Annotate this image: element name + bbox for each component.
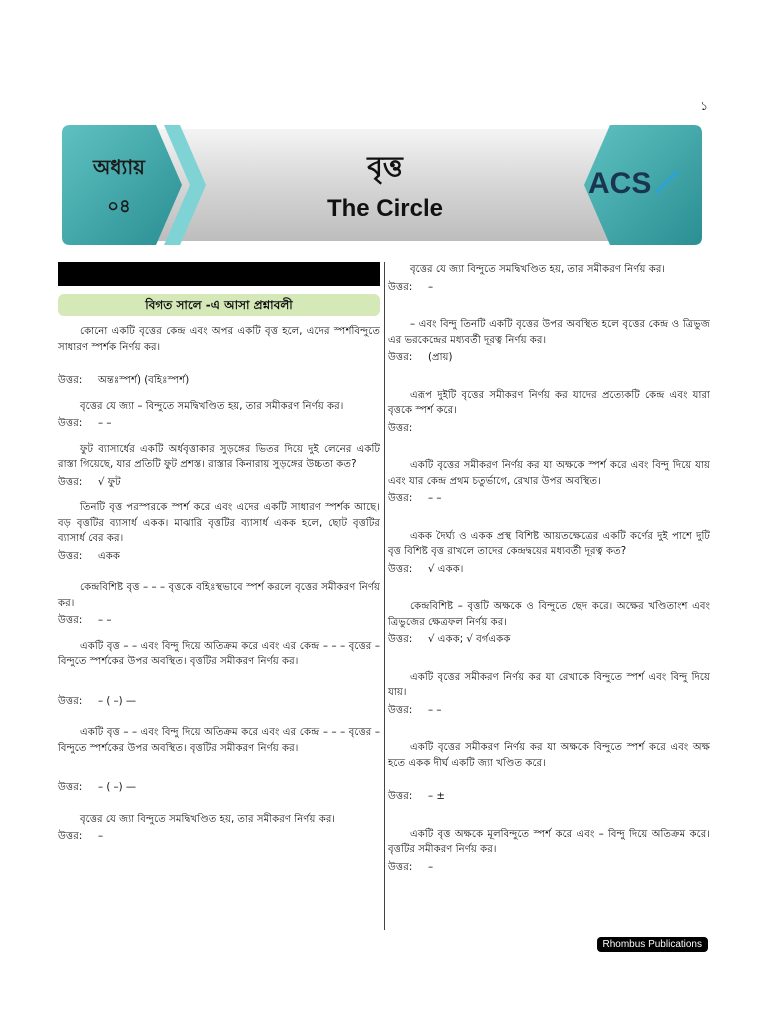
answer-value: – ( –) — bbox=[98, 695, 137, 707]
answer-value: √ একক। bbox=[428, 563, 464, 575]
answer bbox=[58, 694, 380, 710]
question-text: একটি বৃত্তের সমীকরণ নির্ণয় কর যা রেখাকে বিন্দুতে স্পর্শ এবং বিন্দু দিয়ে যায়। bbox=[388, 671, 710, 698]
answer-value: একক bbox=[98, 550, 121, 562]
chapter-number: ০৪ bbox=[107, 196, 131, 217]
answer-value: – – bbox=[98, 418, 112, 429]
question-text: বৃত্তের যে জ্যা – বিন্দুতে সমদ্বিখণ্ডিত হয়, তার সমীকরণ নির্ণয় কর। bbox=[80, 400, 344, 412]
right-column bbox=[388, 262, 710, 875]
publisher-badge: Rhombus Publications bbox=[597, 937, 709, 952]
answer bbox=[58, 780, 380, 796]
answer-value: – ( –) — bbox=[98, 782, 137, 793]
answer-value: – bbox=[428, 861, 434, 873]
answer bbox=[388, 280, 710, 296]
answer bbox=[58, 829, 380, 845]
answer bbox=[388, 860, 710, 876]
answer-value: √ একক; √ বর্গএকক bbox=[428, 634, 511, 645]
answer-label: উত্তর: bbox=[58, 550, 83, 562]
question-text: একটি বৃত্ত – – এবং বিন্দু দিয়ে অতিক্রম করে এবং এর কেন্দ্র – – – বৃত্তের – বিন্দুতে স্পর্শকের উপর অবস্থিত। বৃত্তটির সমীকরণ নির্ণয় কর। bbox=[58, 640, 380, 667]
question-text: একক দৈর্ঘ্য ও একক প্রস্থ বিশিষ্ট আয়তক্ষেত্রের একটি কর্ণের দুই পাশে দুটি বৃত্ত বিশিষ্ট বৃত্ত রাখলে তাদের কেন্দ্রদ্বয়ের মধ্যবর্তী দূরত্ব কত? bbox=[388, 530, 710, 557]
answer bbox=[388, 421, 710, 437]
section-banner: বিগত সালে -এ আসা প্রশ্নাবলী bbox=[58, 294, 380, 316]
answer bbox=[388, 491, 710, 507]
question-text: কেন্দ্রবিশিষ্ট বৃত্ত – – – বৃত্তকে বহিঃস্থভাবে স্পর্শ করলে বৃত্তের সমীকরণ নির্ণয় কর। bbox=[58, 582, 380, 609]
question-text: ফুট ব্যাসার্ধের একটি অর্ধবৃত্তাকার সুড়ঙ্গের ভিতর দিয়ে দুই লেনের একটি রাস্তা গিয়েছে, যার প্রতিটি ফুট প্রশস্ত। রাস্তার কিনারায় সুড়ঙ্গের উচ্চতা কত? bbox=[58, 443, 380, 470]
answer bbox=[388, 789, 710, 805]
question-text: বৃত্তের যে জ্যা বিন্দুতে সমদ্বিখণ্ডিত হয়, তার সমীকরণ নির্ণয় কর। bbox=[410, 264, 666, 275]
answer bbox=[58, 416, 380, 432]
answer-label: উত্তর: bbox=[58, 782, 83, 793]
acs-logo bbox=[586, 163, 682, 203]
column-divider bbox=[384, 262, 385, 930]
answer bbox=[388, 562, 710, 578]
question-text: একটি বৃত্ত – – এবং বিন্দু দিয়ে অতিক্রম করে এবং এর কেন্দ্র – – – বৃত্তের – বিন্দুতে স্পর্শকের উপর অবস্থিত। বৃত্তটির সমীকরণ নির্ণয় কর। bbox=[58, 727, 380, 754]
answer-value: – bbox=[98, 831, 104, 842]
answer-label: উত্তর: bbox=[388, 422, 413, 434]
answer-value: – ± bbox=[428, 791, 445, 802]
answer-label: উত্তর: bbox=[388, 563, 413, 575]
answer-value: – – bbox=[428, 493, 442, 504]
answer bbox=[58, 475, 380, 491]
answer-label: উত্তর: bbox=[58, 418, 83, 429]
answer-label: উত্তর: bbox=[58, 695, 83, 707]
answer-label: উত্তর: bbox=[58, 476, 83, 488]
answer-label: উত্তর: bbox=[388, 791, 413, 802]
svg-text:ACS: ACS bbox=[588, 167, 652, 200]
answer-value: – – bbox=[98, 615, 112, 626]
answer-value: – bbox=[428, 281, 434, 293]
question-text: বৃত্তের যে জ্যা বিন্দুতে সমদ্বিখণ্ডিত হয়, তার সমীকরণ নির্ণয় কর। bbox=[80, 813, 336, 825]
answer bbox=[388, 350, 710, 366]
answer-label: উত্তর: bbox=[58, 375, 83, 386]
answer-value: √ ফুট bbox=[98, 476, 121, 488]
answer bbox=[58, 373, 380, 389]
chapter-word: অধ্যায় bbox=[93, 155, 145, 179]
answer-label: উত্তর: bbox=[388, 634, 413, 645]
answer-label: উত্তর: bbox=[388, 704, 413, 716]
question-text: কোনো একটি বৃত্তের কেন্দ্র এবং অপর একটি বৃত্ত হলে, এদের স্পর্শবিন্দুতে সাধারণ স্পর্শক নির্ণয় কর। bbox=[58, 326, 380, 353]
left-column bbox=[58, 262, 380, 845]
answer-label: উত্তর: bbox=[388, 352, 413, 363]
answer-value: – – bbox=[428, 704, 442, 716]
answer-value: (প্রায়) bbox=[428, 352, 453, 363]
chapter-banner bbox=[60, 123, 704, 247]
answer bbox=[388, 703, 710, 719]
answer-label: উত্তর: bbox=[388, 493, 413, 504]
answer bbox=[388, 632, 710, 648]
chapter-title-bengali: বৃত্ত bbox=[367, 150, 403, 183]
answer-label: উত্তর: bbox=[388, 861, 413, 873]
question-text: একটি বৃত্তের সমীকরণ নির্ণয় কর যা অক্ষকে স্পর্শ করে এবং বিন্দু দিয়ে যায় এবং যার কেন্দ্র প্রথম চতুর্ভাগে, রেখার উপর অবস্থিত। bbox=[388, 460, 710, 487]
answer bbox=[58, 549, 380, 565]
answer bbox=[58, 613, 380, 629]
question-text: কেন্দ্রবিশিষ্ট – বৃত্তটি অক্ষকে ও বিন্দুতে ছেদ করে। অক্ষের খণ্ডিতাংশ এবং ত্রিভুজের ক্ষেত্রফল নির্ণয় কর। bbox=[388, 601, 710, 628]
question-text: একটি বৃত্ত অক্ষকে মূলবিন্দুতে স্পর্শ করে এবং – বিন্দু দিয়ে অতিক্রম করে। বৃত্তটির সমীকরণ নির্ণয় কর। bbox=[388, 828, 710, 855]
answer-label: উত্তর: bbox=[388, 281, 413, 293]
answer-value: অন্তঃস্পর্শ) (বহিঃস্পর্শ) bbox=[98, 375, 190, 386]
question-text: এরূপ দুইটি বৃত্তের সমীকরণ নির্ণয় কর যাদের প্রত্যেকটি কেন্দ্র এবং যারা বৃত্তকে স্পর্শ করে। bbox=[388, 389, 710, 416]
question-text: তিনটি বৃত্ত পরস্পরকে স্পর্শ করে এবং এদের একটি সাধারণ স্পর্শক আছে। বড় বৃত্তটির ব্যাসার্ধ একক। মাঝারি বৃত্তটির ব্যাসার্ধ একক হলে, ছোট বৃত্তটির ব্যাসার্ধ বের কর। bbox=[58, 502, 380, 544]
question-text: – এবং বিন্দু তিনটি একটি বৃত্তের উপর অবস্থিত হলে বৃত্তের কেন্দ্র ও ত্রিভুজ এর ভরকেন্দ্রের মধ্যবর্তী দূরত্ব নির্ণয় কর। bbox=[388, 319, 710, 346]
question-text: একটি বৃত্তের সমীকরণ নির্ণয় কর যা অক্ষকে বিন্দুতে স্পর্শ করে এবং অক্ষ হতে একক দীর্ঘ একটি জ্যা খণ্ডিত করে। bbox=[388, 742, 710, 769]
page-number: ১ bbox=[700, 99, 708, 113]
chapter-title-english: The Circle bbox=[326, 195, 444, 222]
answer-label: উত্তর: bbox=[58, 831, 83, 842]
header-bar bbox=[58, 262, 380, 286]
answer-label: উত্তর: bbox=[58, 615, 83, 626]
chapter-label bbox=[74, 153, 164, 223]
